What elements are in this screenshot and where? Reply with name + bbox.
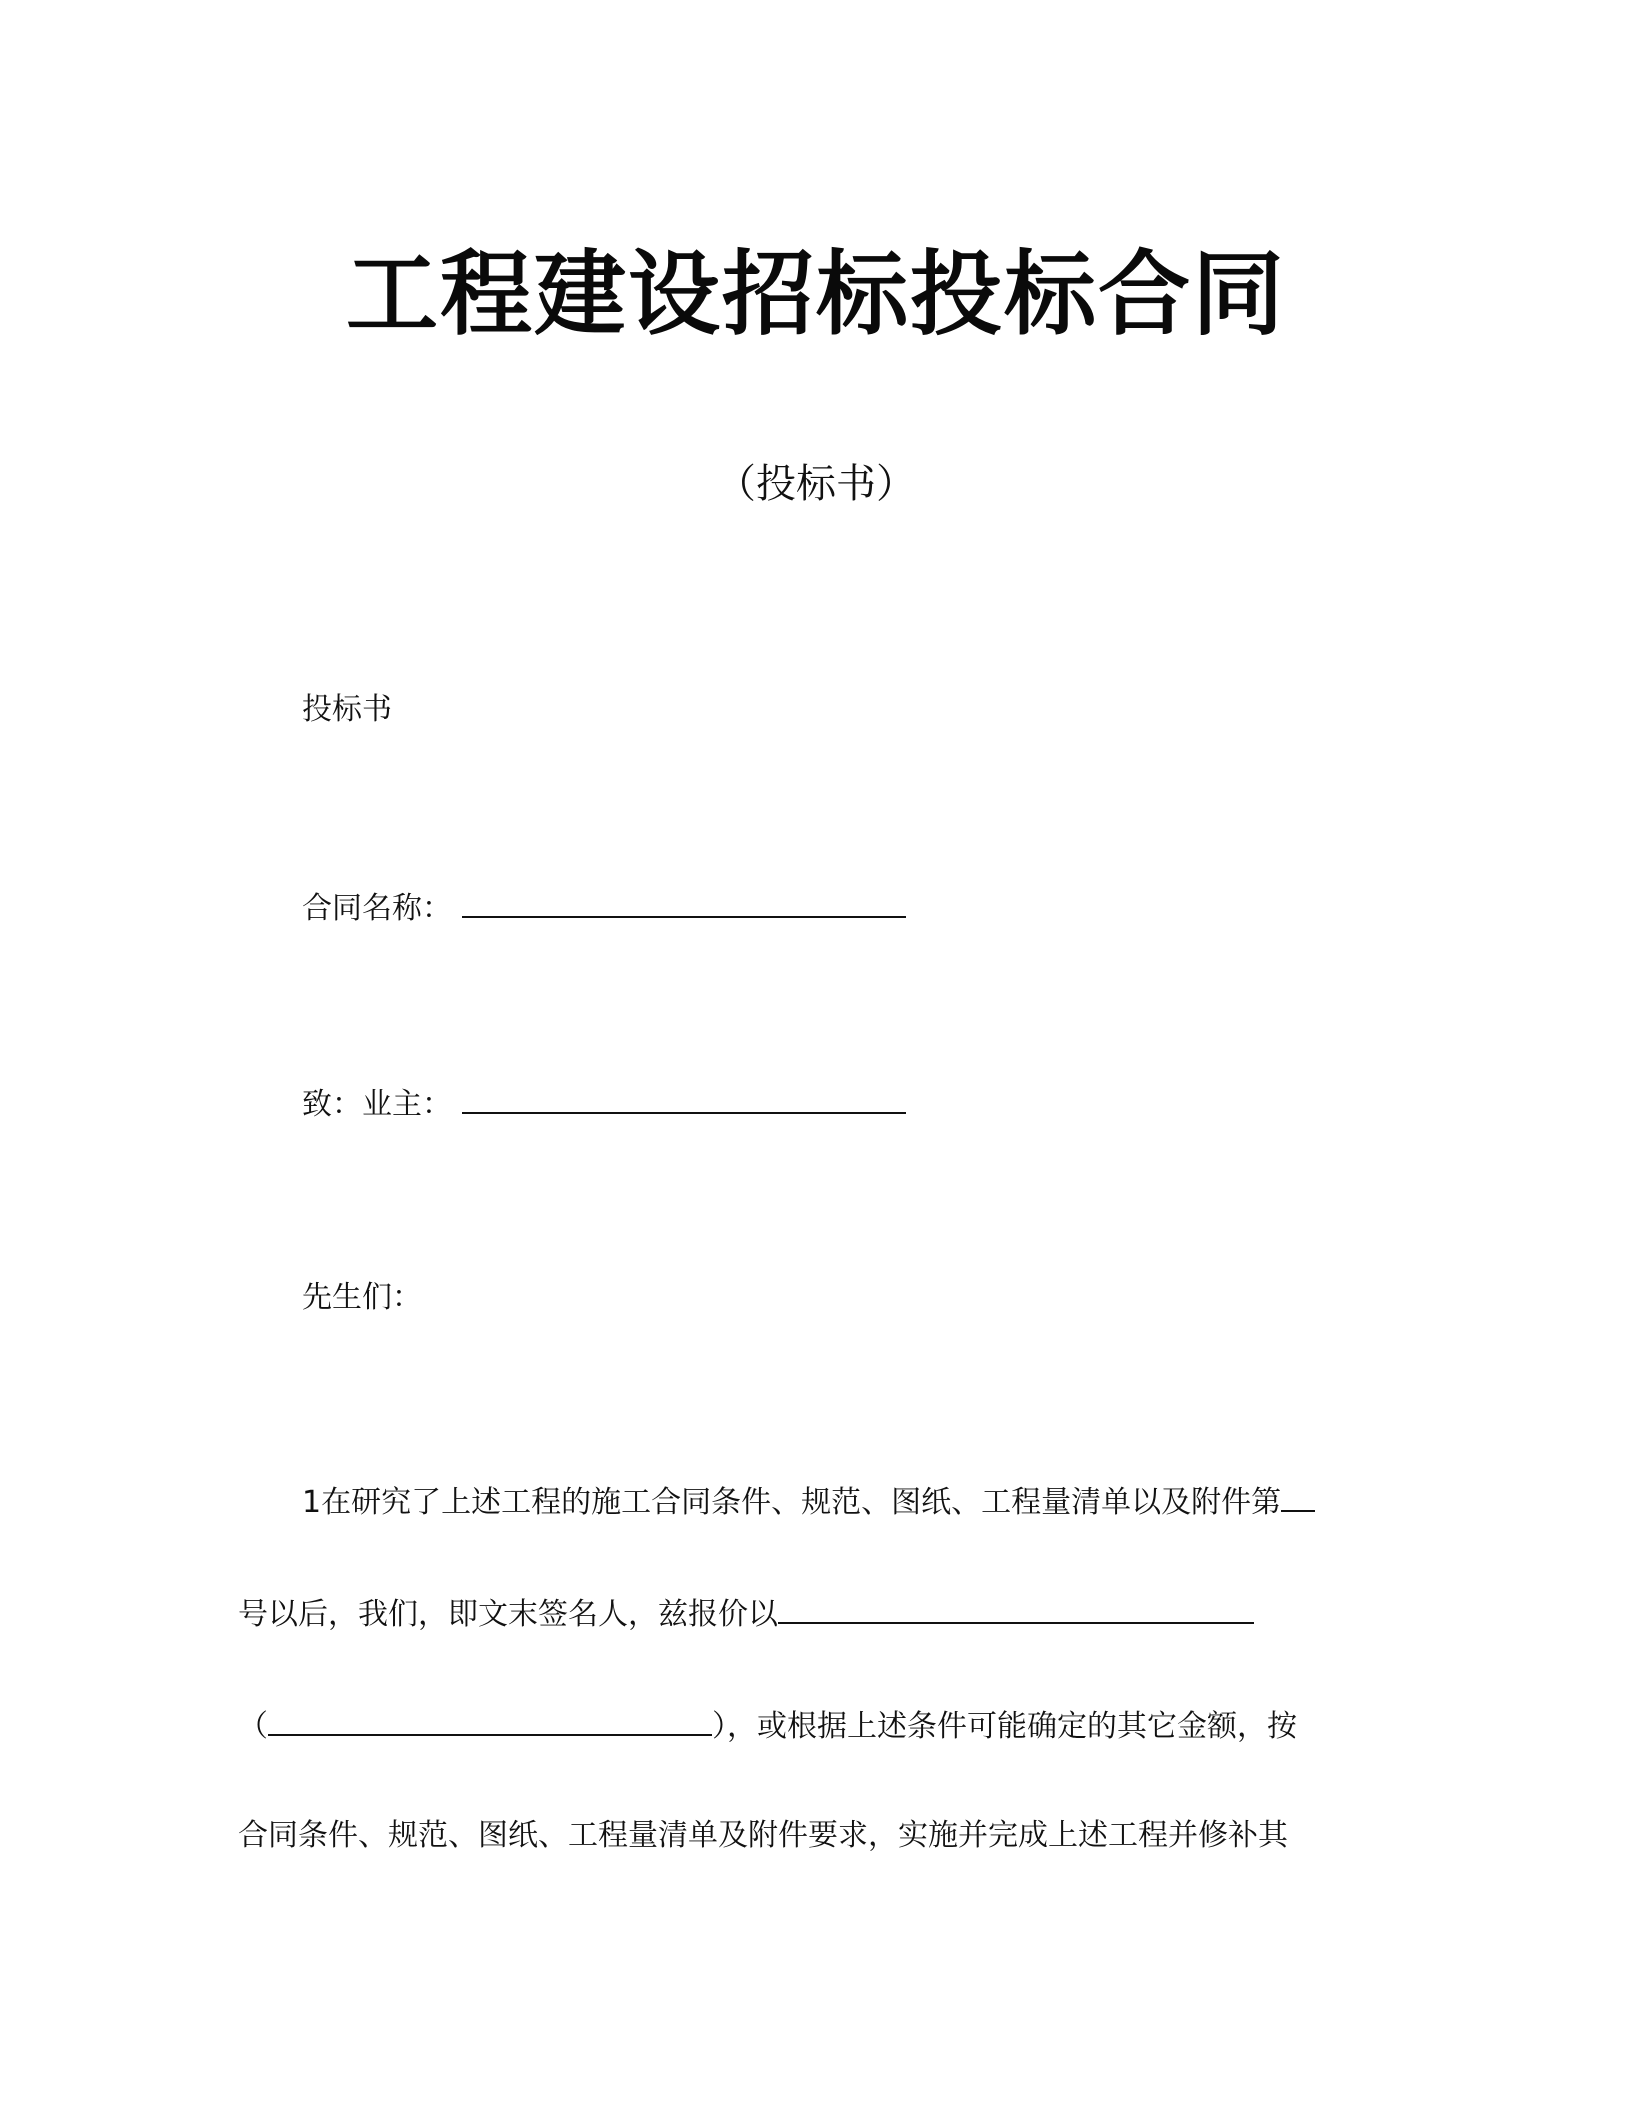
contract-name-row [302,884,906,931]
para1-line2-text: 号以后，我们，即文末签名人，兹报价以 [238,1597,778,1632]
para1-line1-text: 1在研究了上述工程的施工合同条件、规范、图纸、工程量清单以及附件第 [302,1485,1282,1520]
para1-line4: 合同条件、规范、图纸、工程量清单及附件要求，实施并完成上述工程并修补其 [238,1818,1288,1853]
document-subtitle: （投标书） [716,461,916,507]
contract-name-label: 合同名称： [302,891,452,926]
document-title: 工程建设招标投标合同 [345,241,1286,348]
contract-name-blank[interactable] [462,884,906,918]
para1-line2 [238,1590,1254,1637]
owner-label: 致：业主： [302,1087,452,1122]
owner-row [302,1080,906,1127]
para1-line3-open: （ [238,1709,268,1744]
salutation: 先生们： [302,1280,422,1315]
owner-blank[interactable] [462,1080,906,1114]
para1-line3-text: ），或根据上述条件可能确定的其它金额，按 [712,1709,1297,1744]
price-blank[interactable] [778,1590,1254,1624]
price-words-blank[interactable] [268,1702,712,1736]
para1-line3 [238,1702,1297,1749]
appendix-number-blank[interactable] [1281,1478,1315,1512]
section-heading: 投标书 [302,692,392,727]
para1-line1 [302,1478,1315,1525]
